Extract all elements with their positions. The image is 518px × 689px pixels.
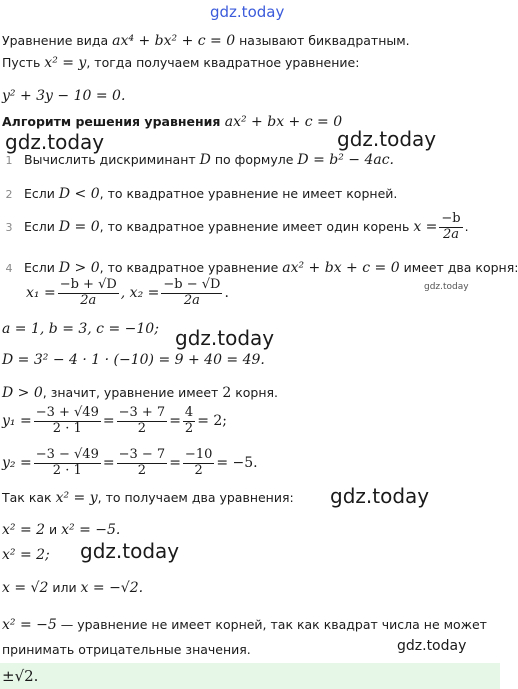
step-number: 1 — [5, 154, 13, 167]
equals: = — [102, 454, 115, 471]
text: называют биквадратным. — [235, 33, 410, 48]
discriminant-positive — [2, 385, 278, 402]
formula: x₁ = — [26, 284, 56, 301]
denominator: 2 — [137, 420, 147, 436]
formula: ax² + bx + c = 0 — [282, 260, 400, 276]
text: , то получаем два уравнения: — [97, 490, 294, 505]
step-number: 2 — [5, 188, 13, 201]
fraction — [183, 448, 214, 479]
text: или — [48, 580, 81, 595]
two-equations — [2, 490, 294, 507]
formula: D = b² − 4ac. — [297, 152, 394, 168]
formula: ax⁴ + bx² + c = 0 — [112, 33, 236, 49]
text: Пусть — [2, 55, 45, 70]
fraction — [34, 448, 101, 479]
formula: y₂ = — [2, 454, 32, 471]
formula: D = 0 — [58, 218, 100, 235]
formula: x = — [413, 218, 438, 235]
text: Алгоритм решения уравнения — [2, 114, 225, 129]
text: Так как — [2, 490, 56, 505]
denominator: 2 · 1 — [52, 420, 82, 436]
denominator: 2 · 1 — [52, 462, 82, 478]
numerator: −3 − 7 — [118, 447, 166, 462]
x-squared-two: x² = 2; — [2, 547, 50, 563]
watermark-3: gdz.today — [424, 282, 469, 292]
text: корня. — [231, 385, 279, 400]
negative-case-line-1 — [2, 617, 487, 634]
formula: ax² + bx + c = 0 — [224, 114, 343, 130]
intro-line-1 — [2, 33, 410, 50]
fraction — [439, 212, 462, 243]
root-y2 — [2, 448, 258, 479]
quadratic-equation: y² + 3y − 10 = 0. — [2, 88, 126, 104]
discriminant: D = 3² − 4 · 1 · (−10) = 9 + 40 = 49. — [2, 352, 265, 368]
text: = −5. — [216, 454, 258, 471]
intro-line-2 — [2, 55, 359, 72]
text: , то квадратное уравнение имеет один корень — [99, 218, 414, 234]
step-3 — [2, 212, 469, 243]
watermark-7: gdz.today — [397, 638, 467, 654]
denominator: 2 — [194, 462, 203, 478]
negative-case-line-2: принимать отрицательные значения. — [2, 642, 251, 657]
formula: x² = −5. — [61, 522, 121, 538]
denominator: 2 — [137, 462, 147, 478]
formula: D > 0 — [2, 385, 43, 401]
answer-box — [0, 663, 500, 689]
step-2 — [2, 186, 397, 203]
fraction — [183, 406, 195, 437]
denominator: 2 — [184, 420, 194, 436]
step-1 — [2, 152, 394, 169]
text: Если — [24, 218, 59, 234]
sqrt-roots — [2, 580, 143, 597]
numerator: −3 − √49 — [35, 447, 99, 462]
text: , значит, уравнение имеет — [42, 385, 223, 400]
watermark-5: gdz.today — [330, 484, 430, 508]
equals: = — [169, 454, 181, 471]
fraction — [34, 406, 101, 437]
text: Если — [24, 260, 59, 275]
text: Если — [24, 186, 59, 201]
numerator: −3 + √49 — [35, 405, 99, 420]
formula: x² = y — [44, 55, 87, 71]
equals: = — [169, 412, 181, 429]
numerator: −3 + 7 — [118, 405, 166, 420]
roots-formula — [26, 278, 229, 309]
root-y1 — [2, 406, 227, 437]
watermark-2: gdz.today — [337, 127, 437, 151]
watermark-4: gdz.today — [175, 326, 275, 350]
text: = 2; — [197, 412, 228, 429]
formula: x² = 2 — [2, 522, 46, 538]
text: по формуле — [210, 152, 298, 167]
numerator: −10 — [184, 447, 213, 462]
numerator: −b — [441, 211, 461, 226]
fraction — [58, 278, 119, 309]
formula: D — [199, 152, 211, 168]
numerator: −b − √D — [163, 277, 221, 292]
text: имеет два корня: — [399, 260, 518, 275]
equals: = — [102, 412, 115, 429]
text: . — [224, 284, 229, 301]
denominator: 2a — [80, 292, 97, 308]
fraction — [117, 448, 168, 479]
formula: x² = y — [55, 490, 98, 506]
text: , то квадратное уравнение не имеет корней. — [99, 186, 398, 201]
text: Уравнение вида — [2, 33, 113, 48]
number: 2 — [222, 385, 232, 401]
denominator: 2a — [183, 292, 200, 308]
fraction — [117, 406, 168, 437]
formula: D < 0 — [58, 186, 100, 202]
algorithm-title — [2, 114, 342, 131]
formula: y₁ = — [2, 412, 32, 429]
denominator: 2a — [443, 226, 460, 242]
numerator: −b + √D — [59, 277, 117, 292]
watermark-1: gdz.today — [5, 130, 105, 154]
formula: , x₂ = — [120, 284, 160, 301]
fraction — [161, 278, 222, 309]
step-number: 4 — [5, 262, 13, 275]
coefficients: a = 1, b = 3, c = −10; — [2, 321, 159, 337]
watermark-top: gdz.today — [210, 3, 285, 21]
text: , то квадратное уравнение — [99, 260, 283, 275]
formula: x = −√2. — [80, 580, 144, 596]
equation-pair — [2, 522, 120, 539]
formula: x² = −5 — [2, 617, 57, 633]
text: , тогда получаем квадратное уравнение: — [86, 55, 360, 70]
text: Вычислить дискриминант — [24, 152, 200, 167]
text: . — [464, 218, 469, 234]
text: и — [45, 522, 62, 537]
text: — уравнение не имеет корней, так как квадрат числа не может — [56, 617, 487, 632]
step-4 — [2, 260, 518, 277]
watermark-6: gdz.today — [80, 539, 180, 563]
step-number: 3 — [5, 220, 13, 234]
formula: x = √2 — [2, 580, 49, 596]
answer: ±√2. — [2, 667, 39, 685]
numerator: 4 — [184, 405, 194, 420]
formula: D > 0 — [58, 260, 100, 276]
